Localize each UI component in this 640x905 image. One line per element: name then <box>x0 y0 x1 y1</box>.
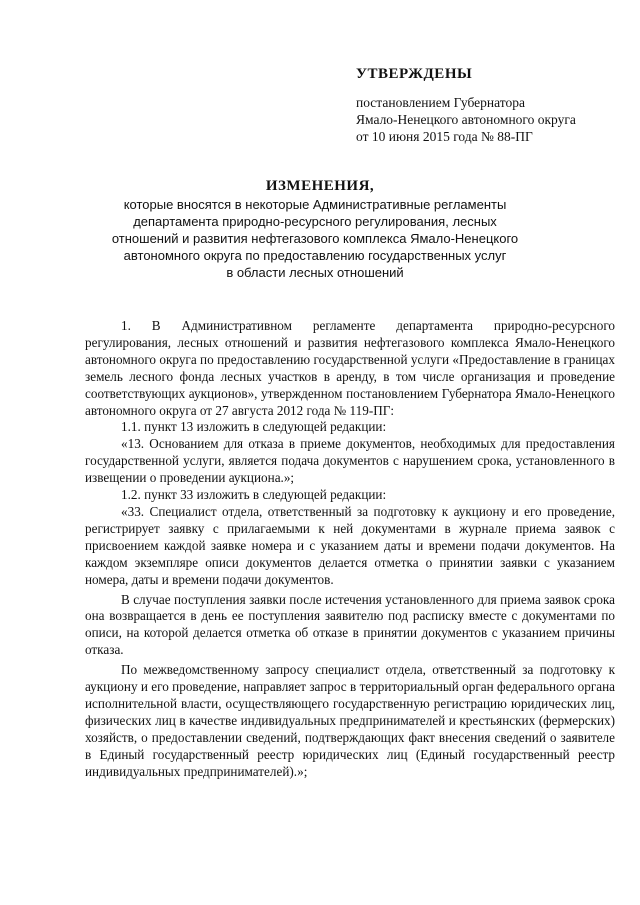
paragraph: 1.1. пункт 13 изложить в следующей редакции: <box>121 419 387 435</box>
document-body <box>85 318 615 780</box>
approval-line: от 10 июня 2015 года № 88-ПГ <box>356 129 533 144</box>
paragraph: По межведомственному запросу специалист отдела, ответственный за подготовку к аукциону и его проведение, направляет запрос в территориальный орган федерального органа исполнительной власти, осуществляющего государственную регистрацию юридических лиц, физических лиц в качестве индивидуальных предпринимателей и крестьянских (фермерских) хозяйств, о предоставлении сведений, подтверждающих факт внесения сведений о заявителе в Единый государственный реестр юридических лиц (Единый государственный реестр индивидуальных предпринимателей).»; <box>85 662 615 779</box>
approval-line: постановлением Губернатора <box>356 95 525 110</box>
paragraph: В случае поступления заявки после истечения установленного для приема заявок срока она возвращается в день ее поступления заявителю под расписку вместе с документами по описи, на которой делается отметка об отказе в принятии документов с указанием причины отказа. <box>85 591 615 658</box>
subtitle-line: департамента природно-ресурсного регулирования, лесных <box>133 214 497 229</box>
approval-line: Ямало-Ненецкого автономного округа <box>356 112 576 127</box>
subtitle-line: которые вносятся в некоторые Административные регламенты <box>123 197 507 212</box>
paragraph: «33. Специалист отдела, ответственный за подготовку к аукциону и его проведение, регистрирует заявку с прилагаемыми к ней документами в журнале приема заявок с присвоением каждой заявке номера и с указанием даты и времени подачи документов. На каждом экземпляре описи документов делается отметка о принятии заявки с указанием номера, даты и времени подачи документов. <box>85 503 615 587</box>
document-title: ИЗМЕНЕНИЯ, <box>265 178 375 194</box>
paragraph: 1.2. пункт 33 изложить в следующей редакции: <box>121 487 387 503</box>
approval-block <box>356 94 626 145</box>
paragraph: «13. Основанием для отказа в приеме документов, необходимых для предоставления государственной услуги, является подача документов с нарушением срока, установленного в извещении о проведении аукциона.»; <box>85 436 615 486</box>
approval-heading: УТВЕРЖДЕНЫ <box>356 66 473 82</box>
subtitle-line: автономного округа по предоставлению государственных услуг <box>123 248 507 263</box>
subtitle-line: в области лесных отношений <box>226 265 404 280</box>
document-subtitle <box>100 196 530 281</box>
paragraph: 1. В Административном регламенте департамента природно-ресурсного регулирования, лесных отношений и развития нефтегазового комплекса Ямало-Ненецкого автономного округа по предоставлению государственной услуги «Предоставление в границах земель лесного фонда лесных участков в аренду, в том числе организация и проведение соответствующих аукционов», утвержденном постановлением Губернатора Ямало-Ненецкого автономного округа от 27 августа 2012 года № 119-ПГ: <box>85 318 615 418</box>
subtitle-line: отношений и развития нефтегазового комплекса Ямало-Ненецкого <box>111 231 519 246</box>
